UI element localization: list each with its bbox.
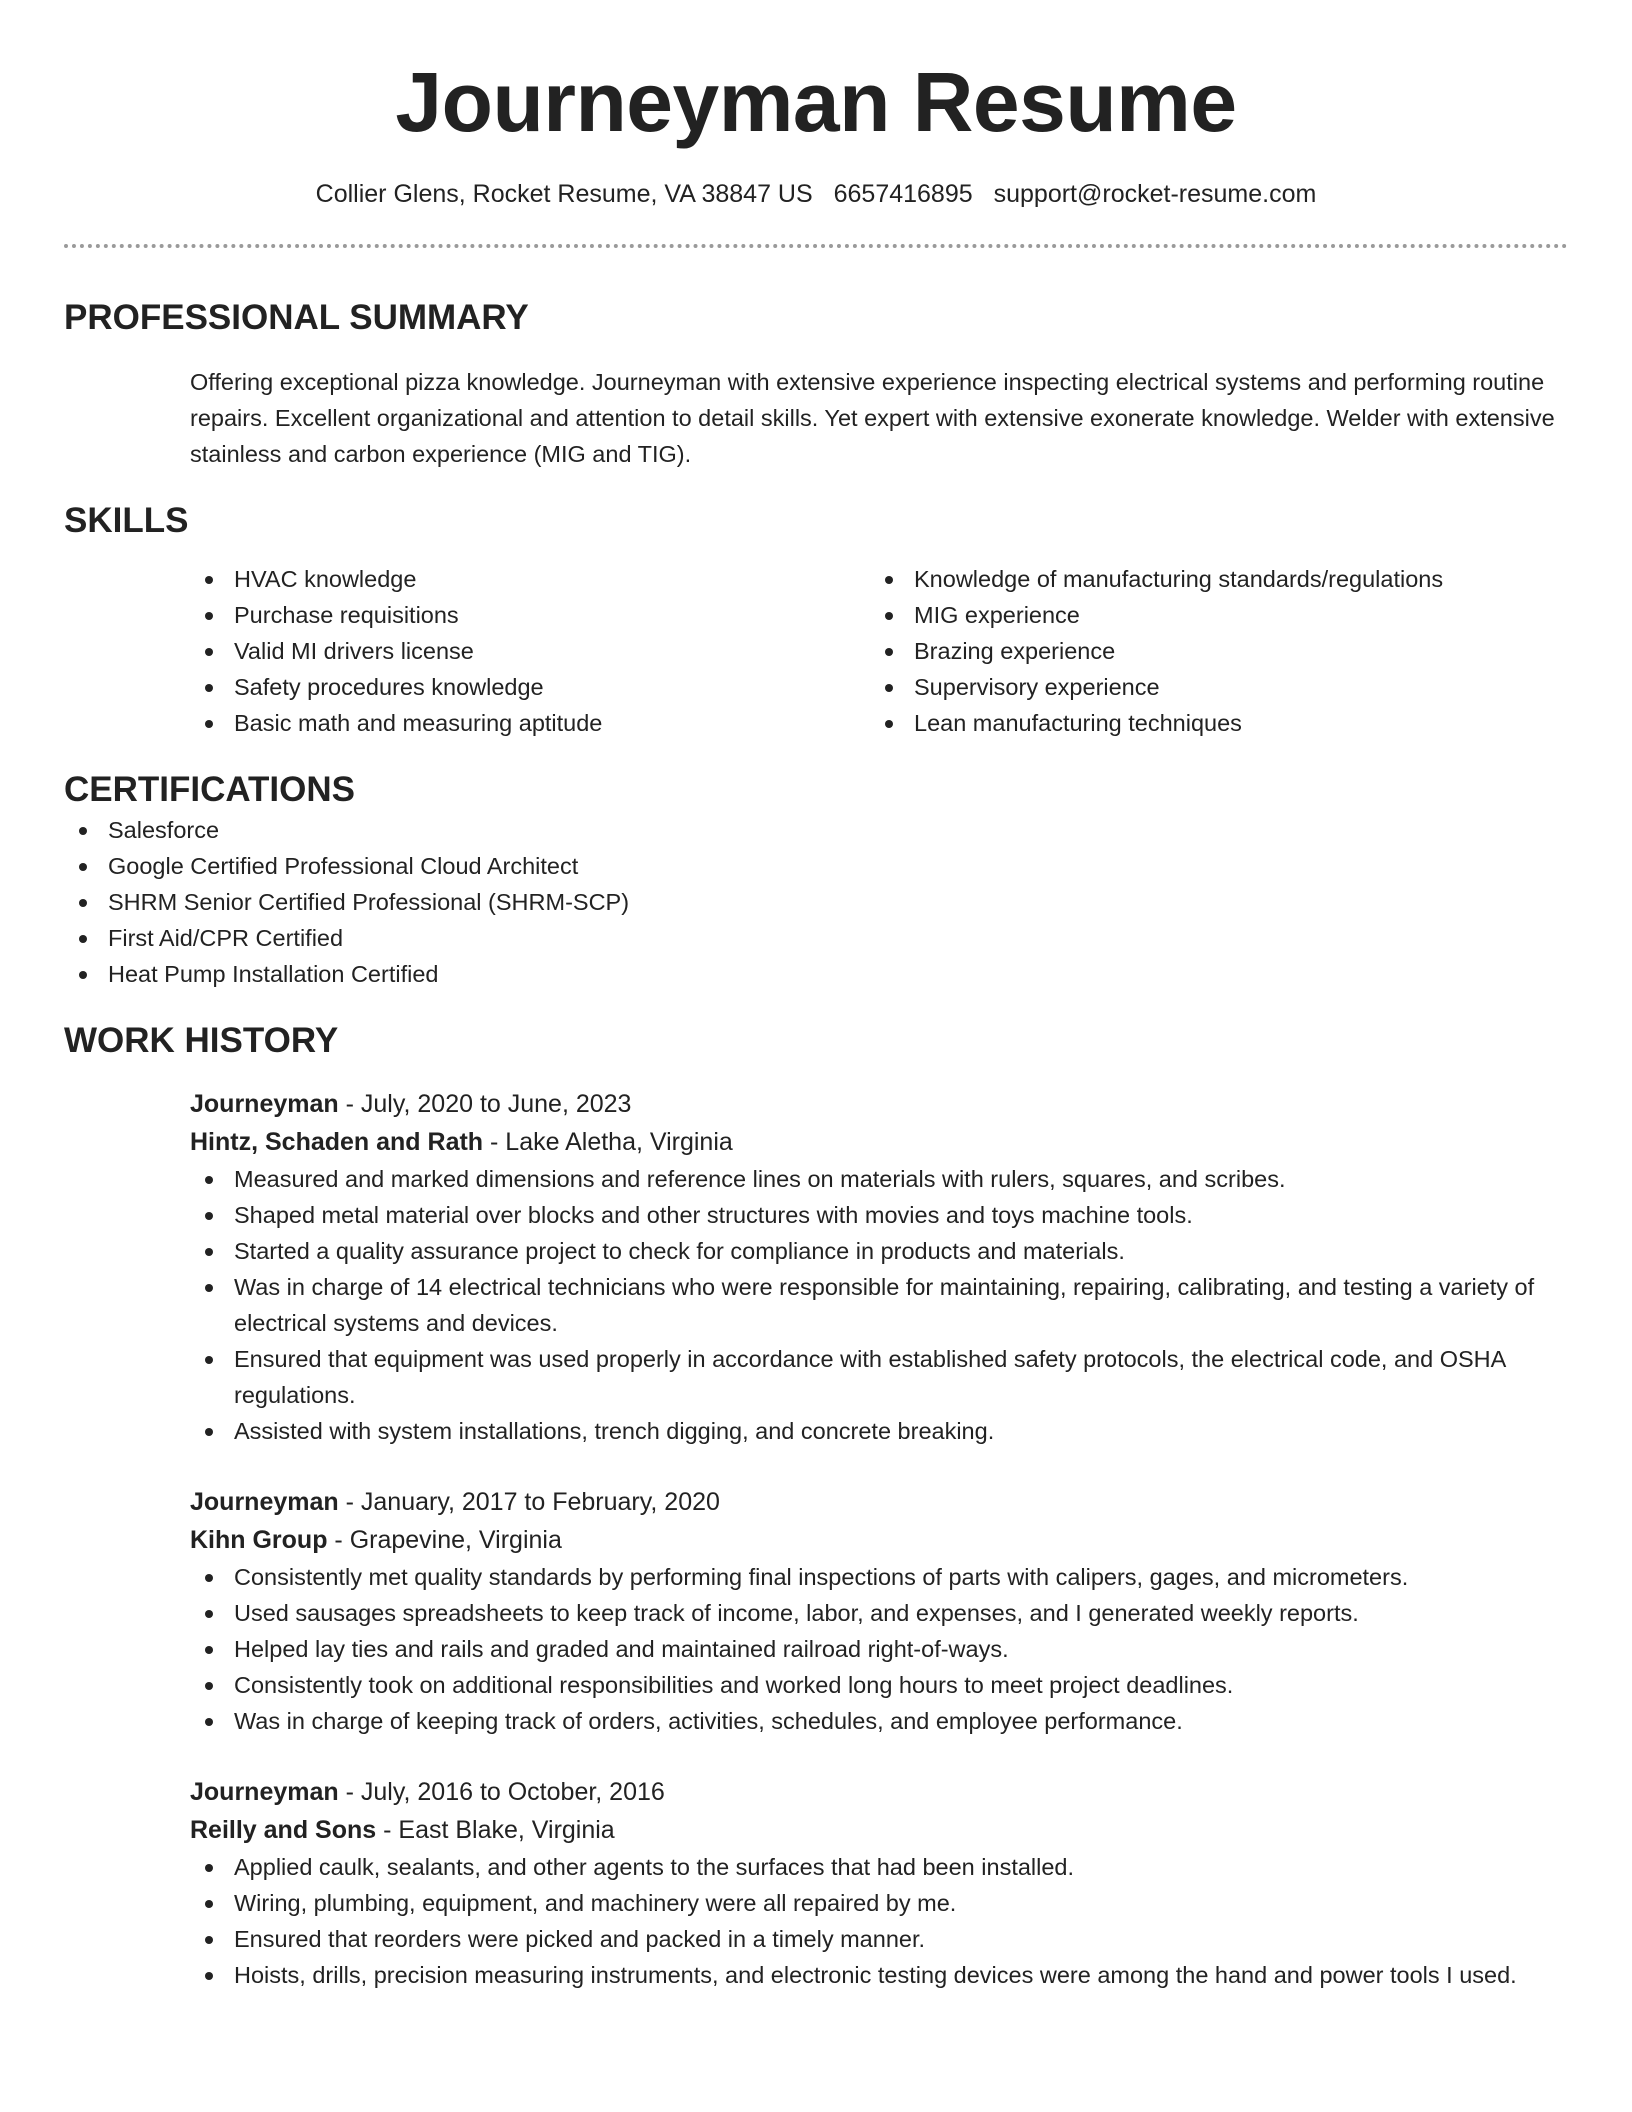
job-duty-item: Was in charge of keeping track of orders, activities, schedules, and employee performance. xyxy=(190,1703,1568,1739)
job-company: Reilly and Sons xyxy=(190,1816,377,1844)
section-certifications xyxy=(64,768,1568,992)
contact-phone: 6657416895 xyxy=(833,180,973,208)
job-duty-item: Started a quality assurance project to check for compliance in products and materials. xyxy=(190,1233,1568,1269)
job-duty-item: Ensured that equipment was used properly in accordance with established safety protocols, the electrical code, and OSHA regulations. xyxy=(190,1341,1568,1413)
job-entry xyxy=(190,1483,1568,1739)
job-duty-item: Helped lay ties and rails and graded and maintained railroad right-of-ways. xyxy=(190,1631,1568,1667)
job-role-line xyxy=(190,1085,1568,1123)
job-location: - Grapevine, Virginia xyxy=(327,1526,562,1554)
job-duties xyxy=(190,1849,1568,1993)
skill-item: Knowledge of manufacturing standards/regulations xyxy=(870,561,1550,597)
summary-text: Offering exceptional pizza knowledge. Journeyman with extensive experience inspecting electrical systems and performing routine repairs. Excellent organizational and attention to detail skills. Yet expert with extensive exonerate knowledge. Welder with extensive stainless and carbon experience (MIG and TIG). xyxy=(190,369,1555,467)
skills-column-left xyxy=(190,561,870,741)
job-role-line xyxy=(190,1483,1568,1521)
job-location: - Lake Aletha, Virginia xyxy=(483,1128,733,1156)
job-company: Kihn Group xyxy=(190,1526,328,1554)
job-duty-item: Applied caulk, sealants, and other agents to the surfaces that had been installed. xyxy=(190,1849,1568,1885)
job-duty-item: Wiring, plumbing, equipment, and machinery were all repaired by me. xyxy=(190,1885,1568,1921)
skill-item: Supervisory experience xyxy=(870,669,1550,705)
job-role-line xyxy=(190,1773,1568,1811)
certification-item: Google Certified Professional Cloud Architect xyxy=(64,848,1568,884)
skill-item: Lean manufacturing techniques xyxy=(870,705,1550,741)
section-professional-summary xyxy=(64,296,1568,472)
skill-item: Valid MI drivers license xyxy=(190,633,870,669)
job-company: Hintz, Schaden and Rath xyxy=(190,1128,484,1156)
certification-item: Salesforce xyxy=(64,812,1568,848)
job-dates: - July, 2016 to October, 2016 xyxy=(338,1778,665,1806)
skills-columns xyxy=(190,561,1568,741)
job-role: Journeyman xyxy=(190,1488,339,1516)
job-company-line xyxy=(190,1123,1568,1161)
job-role: Journeyman xyxy=(190,1090,339,1118)
skill-item: Safety procedures knowledge xyxy=(190,669,870,705)
job-duty-item: Assisted with system installations, trench digging, and concrete breaking. xyxy=(190,1413,1568,1449)
job-duty-item: Shaped metal material over blocks and other structures with movies and toys machine tools. xyxy=(190,1197,1568,1233)
job-duty-item: Ensured that reorders were picked and packed in a timely manner. xyxy=(190,1921,1568,1957)
contact-line xyxy=(64,178,1568,210)
certification-item: First Aid/CPR Certified xyxy=(64,920,1568,956)
section-title-summary: PROFESSIONAL SUMMARY xyxy=(64,298,529,337)
resume-title: Journeyman Resume xyxy=(395,55,1237,149)
skill-item: MIG experience xyxy=(870,597,1550,633)
skill-item: Basic math and measuring aptitude xyxy=(190,705,870,741)
skills-column-right xyxy=(870,561,1550,741)
job-company-line xyxy=(190,1521,1568,1559)
skill-item: Purchase requisitions xyxy=(190,597,870,633)
job-duty-item: Consistently took on additional responsibilities and worked long hours to meet project deadlines. xyxy=(190,1667,1568,1703)
job-entry xyxy=(190,1773,1568,1993)
section-title-skills: SKILLS xyxy=(64,501,189,540)
job-duty-item: Consistently met quality standards by performing final inspections of parts with calipers, gages, and micrometers. xyxy=(190,1559,1568,1595)
header-divider xyxy=(64,244,1568,248)
job-duty-item: Measured and marked dimensions and reference lines on materials with rulers, squares, and scribes. xyxy=(190,1161,1568,1197)
job-duties xyxy=(190,1559,1568,1739)
job-duties xyxy=(190,1161,1568,1449)
skill-item: HVAC knowledge xyxy=(190,561,870,597)
section-title-certifications: CERTIFICATIONS xyxy=(64,770,356,809)
resume-header xyxy=(64,0,1568,248)
certification-item: Heat Pump Installation Certified xyxy=(64,956,1568,992)
skill-item: Brazing experience xyxy=(870,633,1550,669)
job-duty-item: Hoists, drills, precision measuring instruments, and electronic testing devices were among the hand and power tools I used. xyxy=(190,1957,1568,1993)
section-skills xyxy=(64,499,1568,741)
section-title-work-history: WORK HISTORY xyxy=(64,1021,339,1060)
job-location: - East Blake, Virginia xyxy=(376,1816,615,1844)
job-dates: - January, 2017 to February, 2020 xyxy=(338,1488,720,1516)
contact-address: Collier Glens, Rocket Resume, VA 38847 US xyxy=(315,180,813,208)
certification-item: SHRM Senior Certified Professional (SHRM-SCP) xyxy=(64,884,1568,920)
certifications-list xyxy=(64,812,1568,992)
contact-email: support@rocket-resume.com xyxy=(993,180,1317,208)
job-duty-item: Was in charge of 14 electrical technicians who were responsible for maintaining, repairing, calibrating, and testing a variety of electrical systems and devices. xyxy=(190,1269,1568,1341)
job-company-line xyxy=(190,1811,1568,1849)
job-entry xyxy=(190,1085,1568,1449)
job-role: Journeyman xyxy=(190,1778,339,1806)
job-duty-item: Used sausages spreadsheets to keep track of income, labor, and expenses, and I generated weekly reports. xyxy=(190,1595,1568,1631)
section-work-history xyxy=(64,1019,1568,1993)
job-dates: - July, 2020 to June, 2023 xyxy=(338,1090,632,1118)
